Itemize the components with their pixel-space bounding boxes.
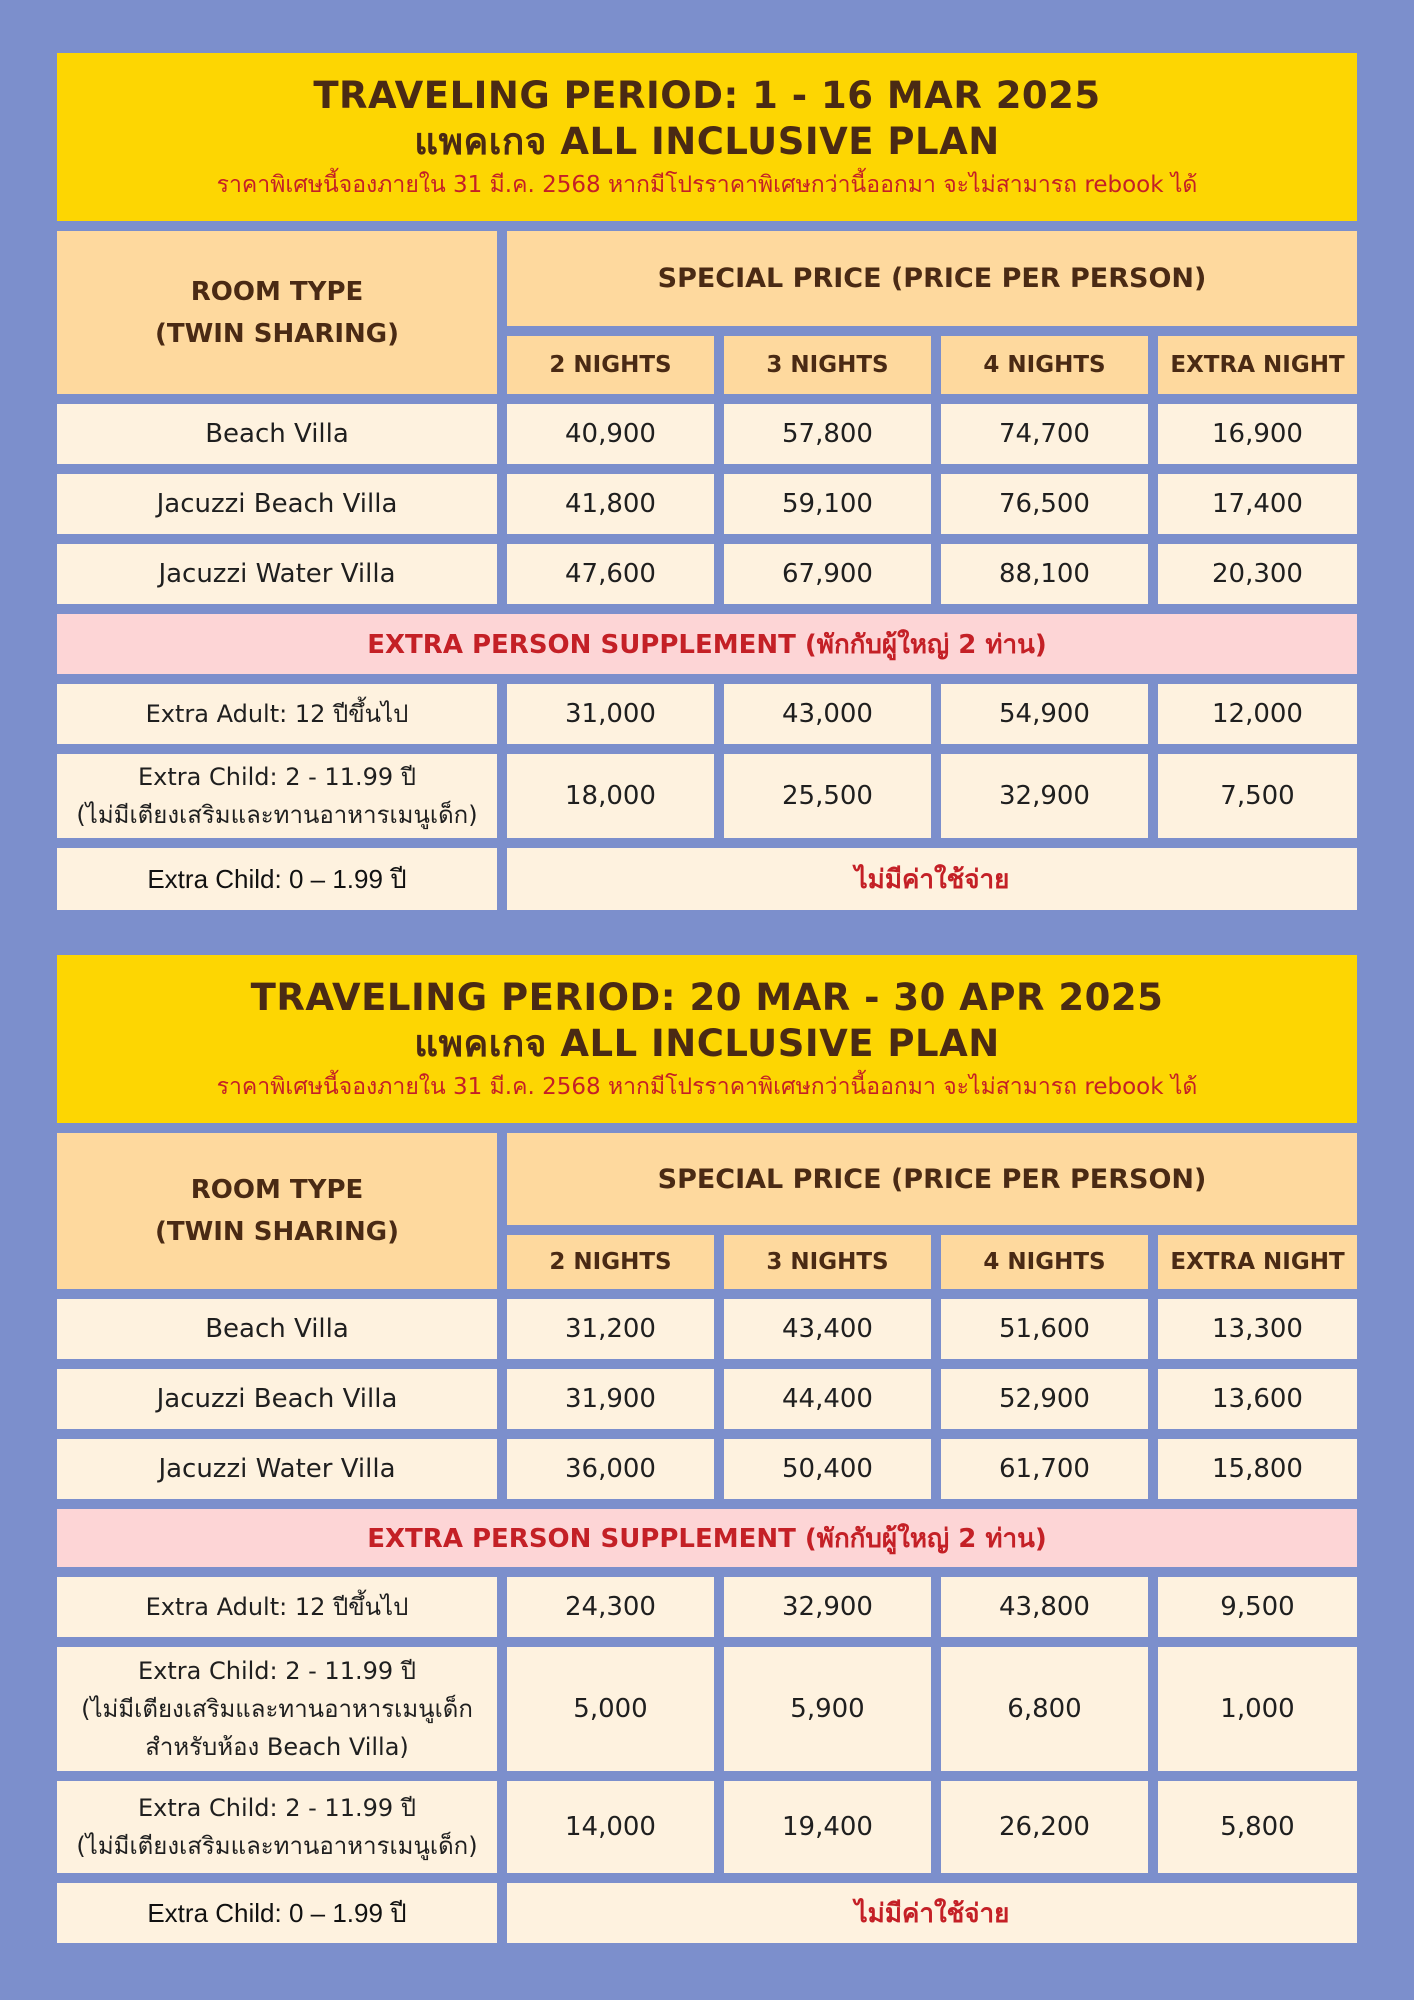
price-cell: 61,700 [941, 1439, 1148, 1499]
price-cell: 19,400 [724, 1781, 931, 1873]
period-1-plan-title: แพคเกจ ALL INCLUSIVE PLAN [414, 120, 1000, 163]
twin-sharing-label: (TWIN SHARING) [154, 318, 400, 349]
price-cell: 14,000 [507, 1781, 714, 1873]
price-cell: 25,500 [724, 754, 931, 838]
price-cell: 59,100 [724, 474, 931, 534]
price-cell: 32,900 [724, 1577, 931, 1637]
extra-child-condition: (ไม่มีเตียงเสริมและทานอาหารเมนูเด็ก) [76, 1832, 478, 1860]
extra-adult-label: Extra Adult: 12 ปีขึ้นไป [57, 684, 497, 744]
price-cell: 31,000 [507, 684, 714, 744]
room-name: Beach Villa [57, 1299, 497, 1359]
room-type-header [57, 231, 497, 394]
free-of-charge: ไม่มีค่าใช้จ่าย [507, 848, 1357, 910]
period-2-section [57, 955, 1357, 1943]
price-cell: 44,400 [724, 1369, 931, 1429]
price-cell: 5,900 [724, 1647, 931, 1771]
price-cell: 47,600 [507, 544, 714, 604]
extra-child-age: Extra Child: 2 - 11.99 ปี [138, 1657, 416, 1685]
price-cell: 31,200 [507, 1299, 714, 1359]
room-name: Jacuzzi Beach Villa [57, 1369, 497, 1429]
price-cell: 26,200 [941, 1781, 1148, 1873]
col-4-nights: 4 NIGHTS [941, 336, 1148, 394]
price-cell: 43,800 [941, 1577, 1148, 1637]
price-cell: 32,900 [941, 754, 1148, 838]
period-1-price-table [57, 231, 1357, 910]
extra-child-age: Extra Child: 2 - 11.99 ปี [138, 763, 416, 791]
price-cell: 1,000 [1158, 1647, 1357, 1771]
extra-child-label [57, 1781, 497, 1873]
col-2-nights: 2 NIGHTS [507, 336, 714, 394]
price-cell: 18,000 [507, 754, 714, 838]
period-2-booking-note: ราคาพิเศษนี้จองภายใน 31 มี.ค. 2568 หากมีโปรราคาพิเศษกว่านี้ออกมา จะไม่สามารถ rebook ได้ [216, 1074, 1198, 1100]
infant-label: Extra Child: 0 – 1.99 ปี [57, 848, 497, 910]
price-cell: 16,900 [1158, 404, 1357, 464]
room-name: Jacuzzi Water Villa [57, 1439, 497, 1499]
price-cell: 40,900 [507, 404, 714, 464]
special-price-header: SPECIAL PRICE (PRICE PER PERSON) [507, 231, 1357, 326]
price-cell: 43,400 [724, 1299, 931, 1359]
extra-child-age: Extra Child: 2 - 11.99 ปี [138, 1794, 416, 1822]
price-cell: 74,700 [941, 404, 1148, 464]
extra-child-label [57, 754, 497, 838]
room-name: Jacuzzi Water Villa [57, 544, 497, 604]
price-cell: 54,900 [941, 684, 1148, 744]
period-2-price-table [57, 1133, 1357, 1943]
price-cell: 51,600 [941, 1299, 1148, 1359]
period-2-plan-title: แพคเกจ ALL INCLUSIVE PLAN [414, 1022, 1000, 1065]
extra-person-supplement-header: EXTRA PERSON SUPPLEMENT (พักกับผู้ใหญ่ 2 ท่าน) [57, 614, 1357, 674]
price-cell: 15,800 [1158, 1439, 1357, 1499]
price-cell: 31,900 [507, 1369, 714, 1429]
free-of-charge: ไม่มีค่าใช้จ่าย [507, 1883, 1357, 1943]
room-name: Beach Villa [57, 404, 497, 464]
col-extra-night: EXTRA NIGHT [1158, 1235, 1357, 1289]
extra-person-supplement-header: EXTRA PERSON SUPPLEMENT (พักกับผู้ใหญ่ 2 ท่าน) [57, 1509, 1357, 1567]
price-cell: 17,400 [1158, 474, 1357, 534]
room-type-label: ROOM TYPE [190, 276, 364, 307]
col-extra-night: EXTRA NIGHT [1158, 336, 1357, 394]
col-2-nights: 2 NIGHTS [507, 1235, 714, 1289]
infant-label: Extra Child: 0 – 1.99 ปี [57, 1883, 497, 1943]
period-2-header [57, 955, 1357, 1123]
price-cell: 67,900 [724, 544, 931, 604]
col-4-nights: 4 NIGHTS [941, 1235, 1148, 1289]
room-type-label: ROOM TYPE [190, 1175, 364, 1205]
period-2-title: TRAVELING PERIOD: 20 MAR - 30 APR 2025 [250, 976, 1164, 1019]
period-1-booking-note: ราคาพิเศษนี้จองภายใน 31 มี.ค. 2568 หากมีโปรราคาพิเศษกว่านี้ออกมา จะไม่สามารถ rebook ได้ [216, 172, 1198, 198]
price-cell: 76,500 [941, 474, 1148, 534]
extra-adult-label: Extra Adult: 12 ปีขึ้นไป [57, 1577, 497, 1637]
price-cell: 5,000 [507, 1647, 714, 1771]
price-cell: 9,500 [1158, 1577, 1357, 1637]
price-cell: 13,300 [1158, 1299, 1357, 1359]
price-cell: 57,800 [724, 404, 931, 464]
extra-child-beach-villa-label [57, 1647, 497, 1771]
period-1-title: TRAVELING PERIOD: 1 - 16 MAR 2025 [313, 74, 1101, 117]
period-1-header [57, 53, 1357, 221]
price-cell: 41,800 [507, 474, 714, 534]
price-cell: 43,000 [724, 684, 931, 744]
price-cell: 88,100 [941, 544, 1148, 604]
col-3-nights: 3 NIGHTS [724, 1235, 931, 1289]
price-cell: 12,000 [1158, 684, 1357, 744]
room-name: Jacuzzi Beach Villa [57, 474, 497, 534]
price-cell: 13,600 [1158, 1369, 1357, 1429]
twin-sharing-label: (TWIN SHARING) [154, 1217, 400, 1247]
period-1-section [57, 53, 1357, 910]
price-cell: 5,800 [1158, 1781, 1357, 1873]
extra-child-condition: (ไม่มีเตียงเสริมและทานอาหารเมนูเด็ก [81, 1695, 473, 1723]
price-cell: 7,500 [1158, 754, 1357, 838]
price-cell: 20,300 [1158, 544, 1357, 604]
extra-child-condition: (ไม่มีเตียงเสริมและทานอาหารเมนูเด็ก) [76, 801, 478, 829]
room-type-header [57, 1133, 497, 1289]
price-cell: 24,300 [507, 1577, 714, 1637]
extra-child-room-note: สำหรับห้อง Beach Villa) [145, 1733, 409, 1761]
price-cell: 36,000 [507, 1439, 714, 1499]
price-cell: 52,900 [941, 1369, 1148, 1429]
price-cell: 50,400 [724, 1439, 931, 1499]
special-price-header: SPECIAL PRICE (PRICE PER PERSON) [507, 1133, 1357, 1225]
col-3-nights: 3 NIGHTS [724, 336, 931, 394]
price-cell: 6,800 [941, 1647, 1148, 1771]
